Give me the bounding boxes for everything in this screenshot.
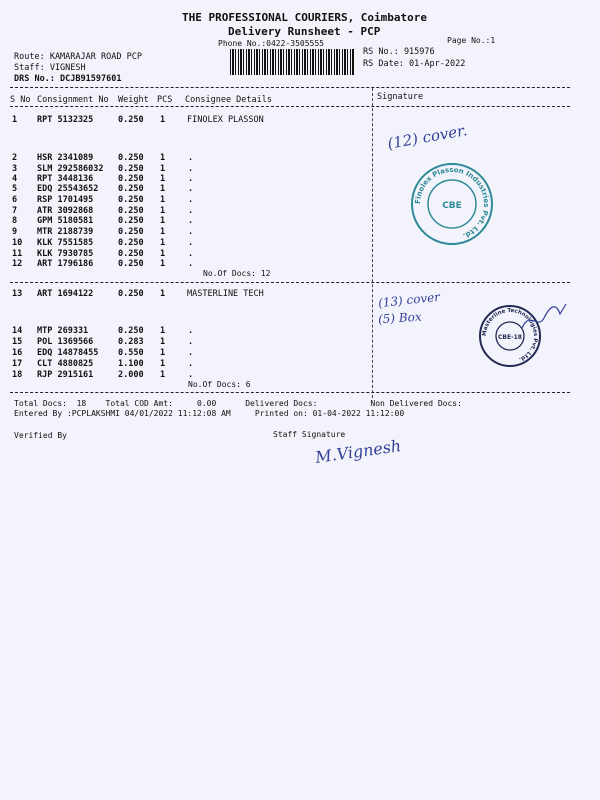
row-sno: 4 [12,174,18,184]
row-pcs: 1 [160,195,166,205]
row-sno: 10 [12,238,23,248]
totals-line: Total Docs: 18 Total COD Amt: 0.00 Delivered Docs: Non Delivered Docs: [14,399,462,408]
drs-number: DRS No.: DCJB91597601 [14,74,122,84]
col-pcs: PCS [157,95,173,105]
row-dot: . [188,359,194,369]
row-pcs: 1 [160,289,166,299]
row-weight: 0.250 [118,259,144,269]
row-dot: . [188,153,194,163]
row-weight: 0.250 [118,184,144,194]
row-consignment: MTR 2188739 [37,227,94,237]
page-number: Page No.:1 [447,36,496,45]
consignee-name: FINOLEX PLASSON [187,115,264,125]
row-consignment: KLK 7551585 [37,238,94,248]
row-weight: 0.250 [118,195,144,205]
row-dot: . [188,249,194,259]
row-consignment: RPT 3448136 [37,174,94,184]
row-consignment: CLT 4880825 [37,359,94,369]
row-pcs: 1 [160,348,166,358]
row-dot: . [188,195,194,205]
signature-column-divider [372,88,373,398]
col-sno: S No [10,95,31,105]
row-dot: . [188,348,194,358]
row-pcs: 1 [160,206,166,216]
row-consignment: RSP 1701495 [37,195,94,205]
row-pcs: 1 [160,227,166,237]
row-dot: . [188,174,194,184]
docs-count: No.Of Docs: 6 [188,380,251,389]
row-pcs: 1 [160,184,166,194]
row-consignment: ART 1694122 [37,289,94,299]
handwritten-note: (5) Box [377,309,423,327]
row-pcs: 1 [160,326,166,336]
row-dot: . [188,184,194,194]
row-consignment: EDQ 14878455 [37,348,99,358]
row-dot: . [188,337,194,347]
row-weight: 1.100 [118,359,144,369]
row-pcs: 1 [160,359,166,369]
row-pcs: 1 [160,370,166,380]
row-sno: 12 [12,259,23,269]
handwritten-note: (12) cover. [386,121,469,153]
row-weight: 0.550 [118,348,144,358]
row-pcs: 1 [160,153,166,163]
group-divider [10,282,570,283]
row-dot: . [188,227,194,237]
rs-date: RS Date: 01-Apr-2022 [363,59,466,69]
row-pcs: 1 [160,115,166,125]
phone-number: Phone No.:0422-3505555 [218,39,324,48]
row-consignment: MTP 269331 [37,326,89,336]
document-title: Delivery Runsheet - PCP [228,25,381,38]
row-pcs: 1 [160,238,166,248]
row-consignment: KLK 7930785 [37,249,94,259]
company-name: THE PROFESSIONAL COURIERS, Coimbatore [182,11,428,24]
row-sno: 14 [12,326,23,336]
row-pcs: 1 [160,216,166,226]
row-pcs: 1 [160,337,166,347]
signature-scribble [520,300,570,340]
row-sno: 6 [12,195,18,205]
divider [10,87,570,88]
route-label: Route: KAMARAJAR ROAD PCP [14,52,142,62]
row-consignment: GPM 5180581 [37,216,94,226]
verified-by-label: Verified By [14,431,67,440]
row-dot: . [188,238,194,248]
row-weight: 0.250 [118,206,144,216]
row-dot: . [188,370,194,380]
row-sno: 11 [12,249,23,259]
row-consignment: HSR 2341089 [37,153,94,163]
row-weight: 0.250 [118,326,144,336]
row-pcs: 1 [160,259,166,269]
row-weight: 2.000 [118,370,144,380]
row-sno: 7 [12,206,18,216]
row-sno: 15 [12,337,23,347]
row-sno: 8 [12,216,18,226]
row-sno: 3 [12,164,18,174]
row-weight: 0.250 [118,238,144,248]
row-weight: 0.250 [118,164,144,174]
col-signature: Signature [377,92,424,102]
row-dot: . [188,326,194,336]
row-consignment: RPT 5132325 [37,115,94,125]
stamp-center-text: CBE [442,201,462,211]
row-consignment: ATR 3092868 [37,206,94,216]
staff-signature-label: Staff Signature [273,430,346,439]
row-dot: . [188,206,194,216]
row-pcs: 1 [160,174,166,184]
consignee-name: MASTERLINE TECH [187,289,264,299]
row-dot: . [188,216,194,226]
row-sno: 2 [12,153,18,163]
row-weight: 0.250 [118,227,144,237]
row-weight: 0.250 [118,216,144,226]
divider [10,106,570,107]
barcode-image [230,49,355,75]
row-dot: . [188,259,194,269]
row-pcs: 1 [160,164,166,174]
company-stamp [410,162,494,246]
row-weight: 0.250 [118,115,144,125]
row-dot: . [188,164,194,174]
row-consignment: ART 1796186 [37,259,94,269]
row-consignment: POL 1369566 [37,337,94,347]
divider [10,392,570,393]
staff-label: Staff: VIGNESH [14,63,86,73]
rs-number: RS No.: 915976 [363,47,435,57]
row-weight: 0.250 [118,249,144,259]
entered-by-line: Entered By :PCPLAKSHMI 04/01/2022 11:12:08 AM Printed on: 01-04-2022 11:12:00 [14,409,405,418]
row-sno: 18 [12,370,23,380]
stamp-ring-text: Masterline Technologies Pvt. Ltd. [481,307,539,363]
row-weight: 0.250 [118,153,144,163]
row-sno: 13 [12,289,23,299]
row-consignment: SLM 292586032 [37,164,104,174]
row-sno: 16 [12,348,23,358]
row-sno: 5 [12,184,18,194]
row-sno: 1 [12,115,18,125]
row-pcs: 1 [160,249,166,259]
row-sno: 17 [12,359,23,369]
row-weight: 0.250 [118,174,144,184]
row-weight: 0.283 [118,337,144,347]
docs-count: No.Of Docs: 12 [203,269,271,278]
row-weight: 0.250 [118,289,144,299]
col-consignee: Consignee Details [185,95,272,105]
stamp-center-text: CBE-18 [498,334,522,341]
row-consignment: EDQ 25543652 [37,184,99,194]
row-sno: 9 [12,227,18,237]
stamp-ring-text: Finolex Plasson Industries Pvt. Ltd. [413,165,491,240]
handwritten-note: (13) cover [377,289,441,311]
col-consignment: Consignment No [37,95,109,105]
row-consignment: RJP 2915161 [37,370,94,380]
staff-handwritten-signature: M.Vignesh [314,436,403,467]
col-weight: Weight [118,95,149,105]
